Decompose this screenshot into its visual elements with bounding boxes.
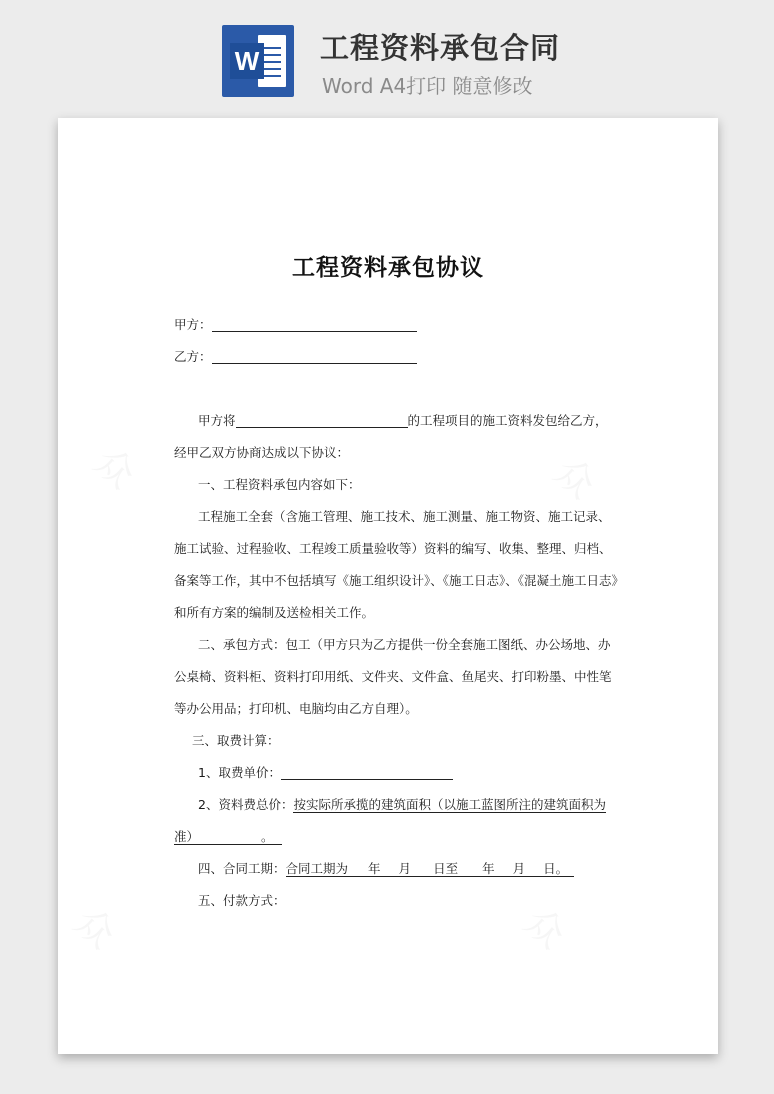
unit-price-line <box>198 764 453 782</box>
section-4-label: 四、合同工期： <box>198 861 286 876</box>
intro-text: 的工程项目的施工资料发包给乙方， <box>407 413 608 428</box>
word-letter-badge: W <box>230 43 264 79</box>
section-1-paragraph: 和所有方案的编制及送检相关工作。 <box>174 605 375 620</box>
section-2-paragraph: 等办公用品；打印机、电脑均由乙方自理）。 <box>174 701 418 716</box>
contract-period[interactable]: 合同工期为 年 月 日至 年 月 日。 <box>286 861 575 877</box>
total-price-line-2 <box>174 828 282 846</box>
section-1-paragraph: 备案等工作，其中不包括填写《施工组织设计》、《施工日志》、《混凝土施工日志》 <box>174 573 625 588</box>
watermark: 众 <box>86 439 144 498</box>
total-price-text: 按实际所承揽的建筑面积（以施工蓝图所注的建筑面积为 <box>293 797 606 812</box>
party-b-label: 乙方： <box>174 349 212 364</box>
party-b-blank[interactable] <box>212 349 417 364</box>
watermark: 众 <box>546 449 604 508</box>
unit-price-blank[interactable] <box>281 765 453 780</box>
project-name-blank[interactable] <box>236 413 408 428</box>
header <box>0 0 774 110</box>
section-4-line <box>198 860 574 878</box>
header-subtitle: Word A4打印 随意修改 <box>322 74 533 98</box>
word-icon <box>222 25 294 97</box>
section-1-heading: 一、工程资料承包内容如下： <box>198 477 361 492</box>
party-a-label: 甲方： <box>174 317 212 332</box>
watermark: 众 <box>516 899 574 958</box>
intro-text: 甲方将 <box>198 413 236 428</box>
total-price-tail: 准） 。 <box>174 829 282 845</box>
section-1-paragraph: 施工试验、过程验收、工程竣工质量验收等）资料的编写、收集、整理、归档、 <box>174 541 612 556</box>
party-a-blank[interactable] <box>212 317 417 332</box>
total-price-line <box>198 796 606 814</box>
section-2-paragraph: 二、承包方式：包工（甲方只为乙方提供一份全套施工图纸、办公场地、办 <box>198 637 611 652</box>
header-title: 工程资料承包合同 <box>320 31 561 65</box>
total-price-label: 2、资料费总价： <box>198 797 294 812</box>
party-b-line <box>174 348 417 366</box>
unit-price-label: 1、取费单价： <box>198 765 281 780</box>
watermark: 众 <box>66 899 124 958</box>
document-title: 工程资料承包协议 <box>292 255 484 281</box>
intro-line-2: 经甲乙双方协商达成以下协议： <box>174 445 350 460</box>
section-1-paragraph: 工程施工全套（含施工管理、施工技术、施工测量、施工物资、施工记录、 <box>198 509 611 524</box>
party-a-line <box>174 316 417 334</box>
intro-line-1 <box>198 412 608 430</box>
document-page <box>58 118 718 1054</box>
section-3-heading: 三、取费计算： <box>192 733 280 748</box>
section-5-heading: 五、付款方式： <box>198 893 286 908</box>
section-2-paragraph: 公桌椅、资料柜、资料打印用纸、文件夹、文件盒、鱼尾夹、打印粉墨、中性笔 <box>174 669 612 684</box>
